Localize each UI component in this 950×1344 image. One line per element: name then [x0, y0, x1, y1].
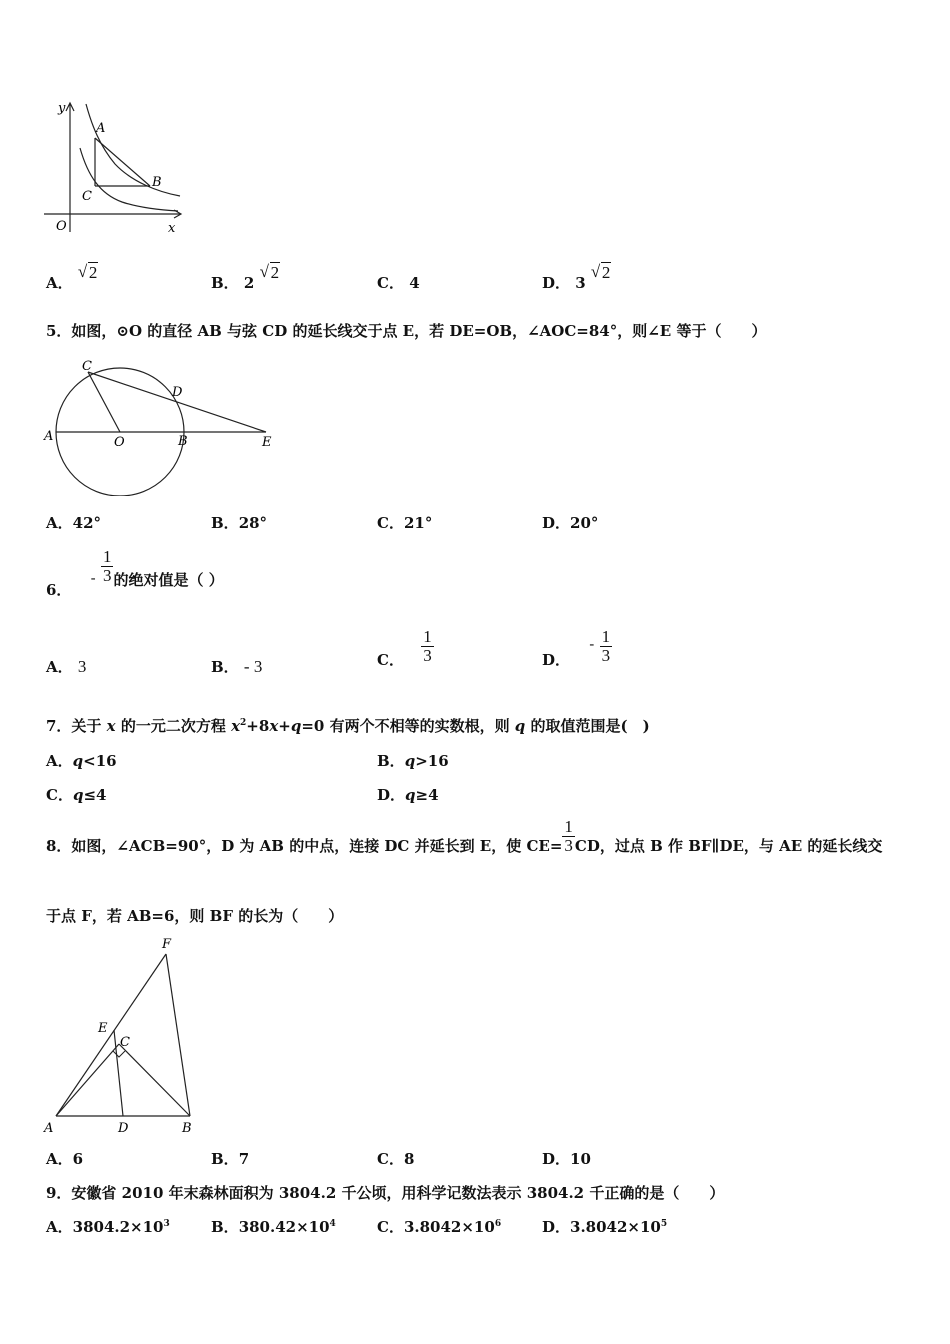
- option-base: 3.8042×10: [403, 1218, 495, 1236]
- question-text: 8．如图，∠ACB=90°，D 为 AB 的中点，连接 DC 并延长到 E，使 CE=: [46, 836, 563, 855]
- option-coefficient: 2: [243, 274, 255, 292]
- option-letter: A．: [46, 1218, 73, 1236]
- sqrt-expression: √ 2: [259, 262, 280, 282]
- option-letter: D．: [542, 274, 571, 292]
- option-letter: A．: [46, 514, 73, 532]
- q6-question: [46, 547, 224, 599]
- equation-term: +8: [246, 717, 270, 735]
- option-letter: D．: [542, 650, 571, 669]
- question-text: 的一元二次方程: [115, 717, 232, 735]
- segment-ab: [95, 138, 150, 186]
- q5-option-d[interactable]: [542, 512, 598, 533]
- q9-question: 9．安徽省 2010 年末森林面积为 3804.2 千公顷，用科学记数法表示 3804.2 千正确的是（ ）: [46, 1184, 725, 1202]
- option-exponent: 3: [163, 1219, 170, 1229]
- label-d: D: [172, 385, 183, 400]
- label-e: E: [98, 1021, 108, 1036]
- q6-option-d[interactable]: [542, 627, 612, 669]
- option-text: 10: [570, 1150, 591, 1168]
- variable-q: q: [72, 786, 84, 804]
- q9-option-b[interactable]: [211, 1216, 336, 1237]
- label-d: D: [118, 1121, 129, 1136]
- outer-hyperbola: [86, 104, 180, 196]
- option-letter: A．: [46, 274, 73, 292]
- option-letter: A．: [46, 658, 73, 676]
- fraction: [101, 548, 114, 585]
- option-text: 42°: [72, 514, 102, 532]
- fraction: [600, 628, 613, 665]
- option-exponent: 6: [494, 1219, 502, 1229]
- option-letter: A．: [46, 1150, 73, 1168]
- option-letter: B．: [377, 752, 405, 770]
- circle-figure: [40, 356, 280, 496]
- q7-question: [46, 715, 650, 736]
- option-letter: B．: [211, 1218, 239, 1236]
- question-number: 6．: [46, 580, 72, 599]
- option-text: 4: [409, 274, 420, 292]
- option-letter: B．: [211, 1150, 239, 1168]
- variable-q: q: [514, 717, 526, 735]
- option-base: 3.8042×10: [570, 1218, 661, 1236]
- label-b: B: [182, 1121, 192, 1136]
- option-text: 28°: [238, 514, 268, 532]
- segment-bc: [119, 1044, 190, 1116]
- label-x: x: [168, 221, 176, 236]
- option-letter: B．: [211, 658, 239, 676]
- option-letter: D．: [377, 786, 406, 804]
- q6-option-c[interactable]: [377, 627, 434, 669]
- right-angle-mark: [113, 1051, 125, 1057]
- q9-option-a[interactable]: [46, 1216, 170, 1237]
- numerator: 1: [423, 627, 432, 646]
- sqrt-expression: √ 2: [77, 262, 98, 282]
- option-exponent: 5: [660, 1219, 668, 1229]
- variable-x: x: [106, 717, 116, 735]
- q7-option-b[interactable]: [377, 750, 449, 771]
- label-c: C: [120, 1035, 130, 1050]
- label-o: O: [56, 219, 67, 234]
- q8-option-d[interactable]: [542, 1148, 591, 1169]
- label-y: y: [58, 101, 66, 116]
- option-text: 6: [72, 1150, 84, 1168]
- variable-q: q: [404, 752, 416, 770]
- label-c: C: [82, 359, 92, 374]
- label-a: A: [96, 121, 106, 136]
- negative-sign: -: [589, 634, 595, 653]
- option-text: ≤4: [83, 786, 107, 804]
- option-letter: C．: [377, 514, 404, 532]
- negative-sign: -: [90, 568, 96, 587]
- q8-option-a[interactable]: [46, 1148, 83, 1169]
- exponent: 2: [240, 718, 247, 728]
- option-exponent: 4: [329, 1219, 336, 1229]
- q7-option-a[interactable]: [46, 750, 117, 771]
- option-base: 380.42×10: [238, 1218, 330, 1236]
- option-text: 21°: [403, 514, 433, 532]
- option-text: <16: [83, 752, 117, 770]
- option-text: 20°: [570, 514, 599, 532]
- q5-option-c[interactable]: [377, 512, 432, 533]
- option-letter: C．: [377, 1218, 404, 1236]
- label-b: B: [178, 434, 188, 449]
- q4-option-d[interactable]: [542, 262, 611, 293]
- hyperbola-figure: [40, 96, 190, 238]
- segment-af: [56, 954, 166, 1116]
- q5-option-a[interactable]: [46, 512, 101, 533]
- option-letter: A．: [46, 752, 73, 770]
- label-f: F: [162, 937, 172, 952]
- denominator: 3: [564, 836, 573, 855]
- variable-q: q: [405, 786, 416, 804]
- q6-option-a[interactable]: [46, 656, 86, 677]
- label-a: A: [44, 429, 54, 444]
- triangle-figure: [40, 932, 210, 1136]
- q4-option-b[interactable]: [211, 262, 280, 293]
- q9-option-d[interactable]: [542, 1216, 667, 1237]
- q5-question: 5．如图，⊙O 的直径 AB 与弦 CD 的延长线交于点 E，若 DE=OB，∠AOC=84°，则∠E 等于（ ）: [46, 322, 767, 340]
- q6-option-b[interactable]: [211, 656, 262, 677]
- denominator: 3: [423, 646, 432, 665]
- label-a: A: [44, 1121, 54, 1136]
- numerator: 1: [102, 547, 112, 566]
- variable-q: q: [72, 752, 84, 770]
- option-text: 7: [238, 1150, 250, 1168]
- option-coefficient: 3: [575, 274, 586, 292]
- q7-option-c[interactable]: [46, 784, 106, 805]
- option-letter: B．: [211, 274, 239, 292]
- fraction: [421, 628, 434, 665]
- q9-option-c[interactable]: [377, 1216, 501, 1237]
- option-letter: C．: [377, 1150, 404, 1168]
- numerator: 1: [601, 627, 611, 646]
- q8-question-line1: [46, 818, 882, 855]
- denominator: 3: [102, 566, 112, 585]
- option-letter: C．: [377, 650, 404, 669]
- q8-option-c[interactable]: [377, 1148, 414, 1169]
- option-base: 3804.2×10: [72, 1218, 164, 1236]
- fraction: [562, 818, 575, 855]
- q7-option-d[interactable]: [377, 784, 439, 805]
- option-text: 8: [403, 1150, 415, 1168]
- option-letter: D．: [542, 1150, 571, 1168]
- label-o: O: [114, 435, 125, 450]
- option-text: >16: [415, 752, 449, 770]
- equation-x: x: [231, 717, 241, 735]
- question-text: CD，过点 B 作 BF∥DE，与 AE 的延长线交: [574, 836, 883, 855]
- numerator: 1: [564, 817, 573, 836]
- question-text: 7．关于: [46, 717, 107, 735]
- segment-ac: [56, 1044, 119, 1116]
- q8-question-line2: 于点 F，若 AB=6，则 BF 的长为（ ）: [46, 907, 344, 925]
- equation-q: q: [290, 717, 302, 735]
- label-b: B: [152, 175, 162, 190]
- option-letter: B．: [211, 514, 239, 532]
- radicand: 2: [601, 263, 611, 282]
- option-letter: C．: [377, 274, 404, 292]
- radicand: 2: [270, 263, 280, 282]
- segment-bf: [166, 954, 190, 1116]
- equation-plus: +: [278, 717, 291, 735]
- equation-x: x: [269, 717, 279, 735]
- label-e: E: [262, 435, 272, 450]
- q4-option-a[interactable]: [46, 262, 98, 293]
- q8-option-b[interactable]: [211, 1148, 249, 1169]
- option-text: 3: [77, 657, 87, 676]
- option-text: ≥4: [415, 786, 439, 804]
- option-letter: D．: [542, 514, 571, 532]
- question-text: =0 有两个不相等的实数根，则: [301, 717, 515, 735]
- q5-option-b[interactable]: [211, 512, 267, 533]
- option-letter: C．: [46, 786, 73, 804]
- label-c: C: [82, 189, 92, 204]
- question-text: 的绝对值是（ ）: [113, 570, 224, 589]
- sqrt-expression: √ 2: [590, 262, 611, 282]
- question-text: 的取值范围是( ): [525, 717, 650, 735]
- option-letter: D．: [542, 1218, 571, 1236]
- q4-option-c[interactable]: [377, 272, 420, 293]
- option-text: - 3: [243, 657, 263, 676]
- radicand: 2: [88, 263, 98, 282]
- denominator: 3: [601, 646, 611, 665]
